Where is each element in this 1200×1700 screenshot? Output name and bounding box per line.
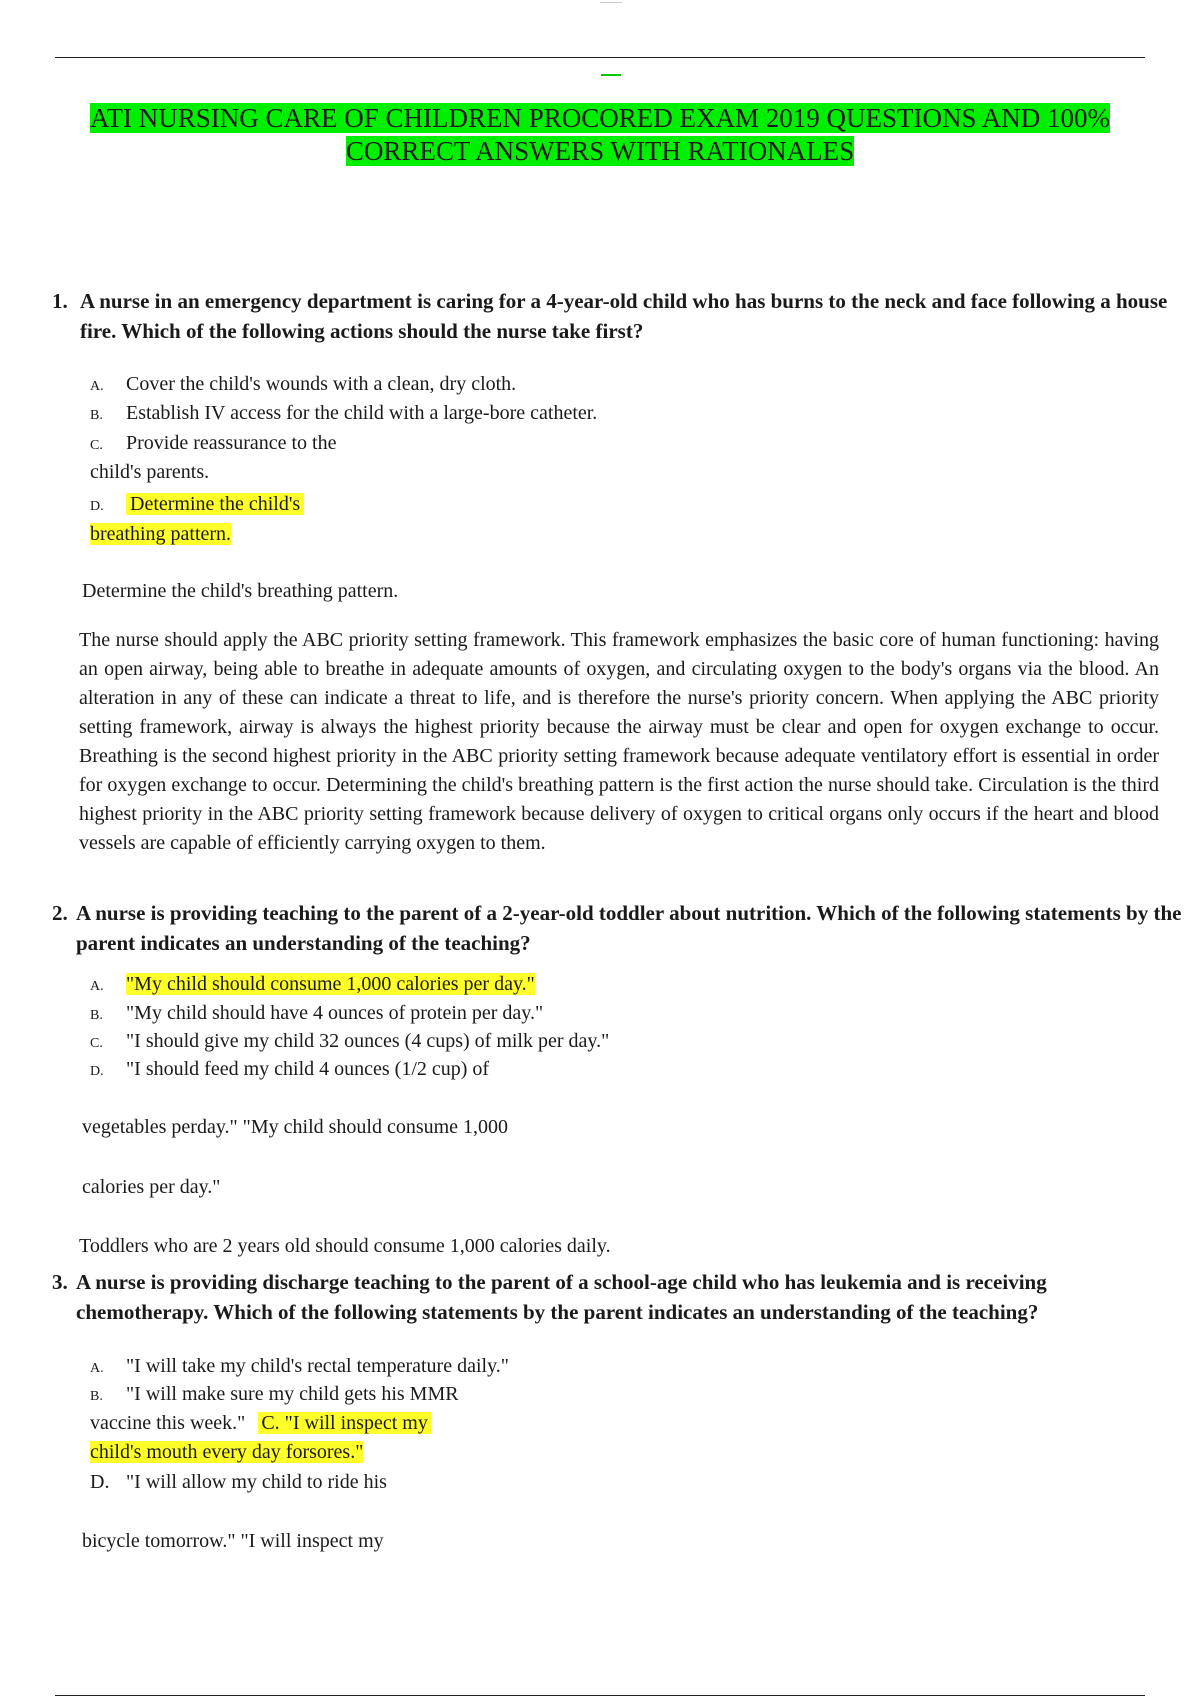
- option-text: Establish IV access for the child with a large-bore catheter.: [126, 402, 598, 424]
- option-letter: B.: [90, 408, 103, 423]
- option-d: [90, 490, 304, 521]
- answer-text: Determine the child's breathing pattern.: [82, 580, 399, 602]
- answer-text: bicycle tomorrow." "I will inspect my: [82, 1530, 384, 1552]
- option-letter: B.: [90, 1389, 103, 1404]
- title-line-1: ATI NURSING CARE OF CHILDREN PROCORED EXAM 2019 QUESTIONS AND 100%: [89, 103, 1111, 133]
- option-letter: A.: [90, 1361, 104, 1376]
- option-c-continued: [90, 1438, 363, 1466]
- option-d: [90, 1468, 387, 1496]
- header-mark: [600, 2, 622, 3]
- option-letter: C.: [90, 1036, 103, 1051]
- question-2: [52, 898, 1182, 958]
- correct-option: [258, 1412, 431, 1434]
- correct-option-text-continued: breathing pattern.: [90, 523, 232, 545]
- option-text: "I should give my child 32 ounces (4 cups) of milk per day.": [126, 1030, 610, 1052]
- option-d-continued: [90, 520, 231, 548]
- question-number: 1.: [52, 289, 68, 313]
- rationale: Toddlers who are 2 years old should consume 1,000 calories daily.: [79, 1235, 611, 1257]
- question-number: 2.: [52, 901, 68, 925]
- answer-text-line-1: vegetables perday." "My child should consume 1,000: [82, 1116, 509, 1138]
- option-d: [90, 1055, 489, 1086]
- option-a: [90, 370, 516, 401]
- question-1: [52, 286, 1172, 346]
- option-letter: A.: [90, 979, 104, 994]
- option-b-continued: vaccine this week.": [90, 1412, 246, 1434]
- option-b: [90, 1380, 459, 1411]
- correct-option-text: "My child should consume 1,000 calories per day.": [126, 973, 535, 995]
- option-text: "I will allow my child to ride his: [126, 1471, 387, 1493]
- question-3: [52, 1267, 1162, 1327]
- option-b-continued-and-c: [90, 1409, 431, 1437]
- rationale: The nurse should apply the ABC priority setting framework. This framework emphasizes the basic core of human functioning: having an open airway, being able to breathe in adequate amounts of oxygen, and circulating oxygen to the body's organs via the blood. An alteration in any of these can indicate a threat to life, and is therefore the nurse's priority concern. When applying the ABC priority setting framework, airway is always the highest priority because the airway must be clear and open for oxygen exchange to occur. Breathing is the second highest priority in the ABC priority setting framework because adequate ventilatory effort is essential in order for oxygen exchange to occur. Determining the child's breathing pattern is the first action the nurse should take. Circulation is the third highest priority in the ABC priority setting framework because delivery of oxygen to critical organs only occurs if the heart and blood vessels are capable of efficiently carrying oxygen to them.: [79, 629, 1159, 854]
- option-text: "I will take my child's rectal temperature daily.": [126, 1355, 509, 1377]
- title-line-2: CORRECT ANSWERS WITH RATIONALES: [345, 136, 855, 166]
- correct-option-text-continued: child's mouth every day forsores.": [90, 1441, 364, 1463]
- option-text: Provide reassurance to the: [126, 432, 337, 454]
- option-a: [90, 970, 535, 1001]
- document-title: [55, 102, 1145, 168]
- option-text: "I will make sure my child gets his MMR: [126, 1383, 459, 1405]
- green-dash: [601, 74, 621, 76]
- correct-option-text: Determine the child's: [126, 493, 304, 515]
- option-c: [90, 1027, 609, 1058]
- question-number: 3.: [52, 1270, 68, 1294]
- bottom-rule: [55, 1695, 1145, 1696]
- option-letter: D.: [90, 1064, 104, 1079]
- option-a: [90, 1352, 509, 1383]
- option-letter: A.: [90, 379, 104, 394]
- option-text: "My child should have 4 ounces of protein per day.": [126, 1002, 544, 1024]
- top-rule: [55, 57, 1145, 58]
- option-letter: D.: [90, 1471, 110, 1493]
- question-text: A nurse in an emergency department is caring for a 4-year-old child who has burns to the neck and face following a house fire. Which of the following actions should the nurse take first?: [80, 289, 1168, 343]
- option-b: [90, 399, 597, 430]
- option-c: [90, 429, 336, 460]
- option-letter: C.: [261, 1412, 280, 1434]
- option-c-continued: child's parents.: [90, 461, 210, 483]
- option-letter: B.: [90, 1008, 103, 1023]
- question-text: A nurse is providing discharge teaching to the parent of a school-age child who has leukemia and is receiving chemotherapy. Which of the following statements by the parent indicates an understanding of the teaching?: [76, 1270, 1047, 1324]
- correct-option-text: "I will inspect my: [284, 1412, 428, 1434]
- option-text: "I should feed my child 4 ounces (1/2 cup) of: [126, 1058, 490, 1080]
- option-text: Cover the child's wounds with a clean, dry cloth.: [126, 373, 517, 395]
- question-text: A nurse is providing teaching to the parent of a 2-year-old toddler about nutrition. Which of the following statements by the parent indicates an understanding of the teaching?: [76, 901, 1182, 955]
- option-b: [90, 999, 543, 1030]
- answer-text-line-2: calories per day.": [82, 1176, 221, 1198]
- option-letter: D.: [90, 499, 104, 514]
- option-letter: C.: [90, 438, 103, 453]
